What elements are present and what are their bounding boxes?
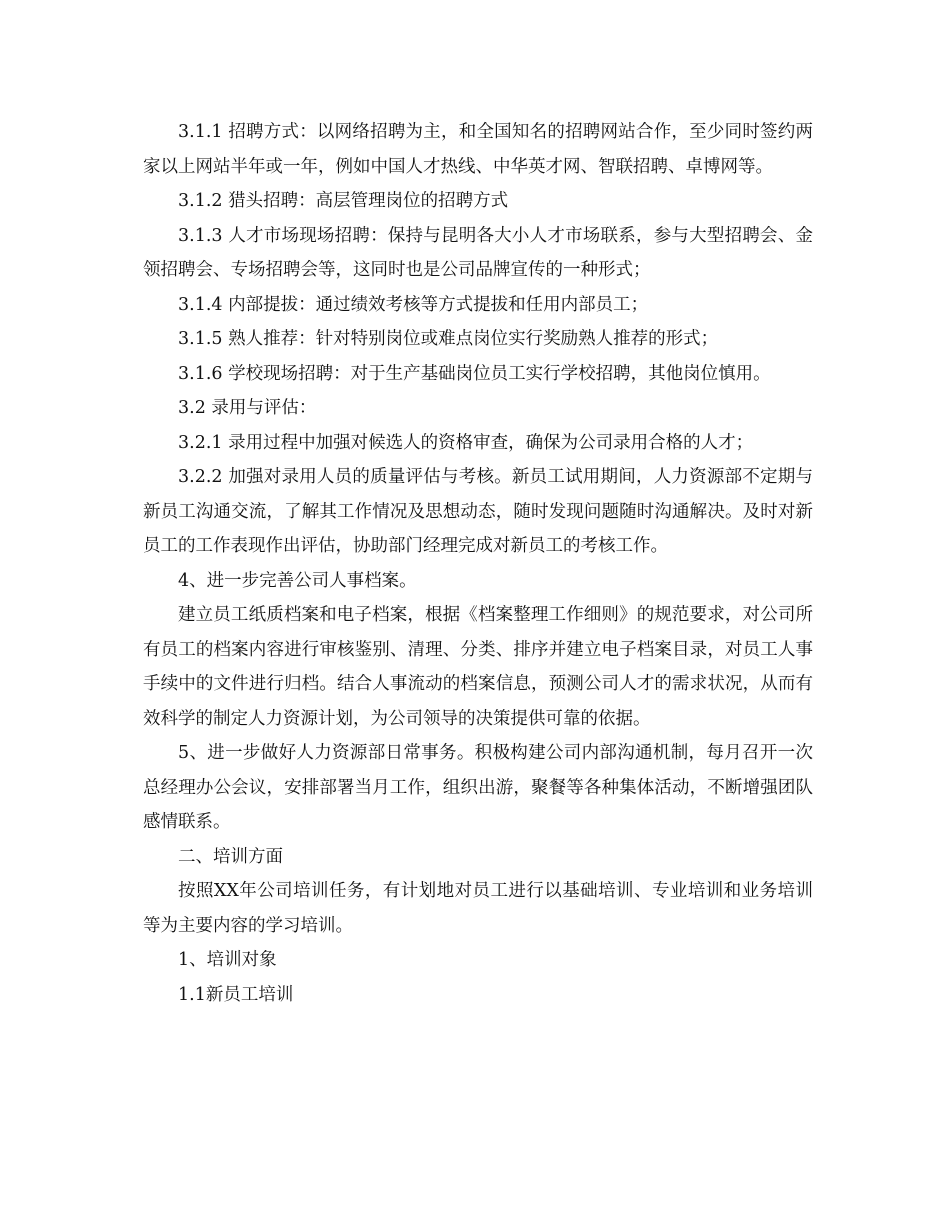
section-heading-new-employee-training: 1.1新员工培训 xyxy=(178,984,294,1005)
paragraph-3-1-1: 3.1.1 招聘方式：以网络招聘为主，和全国知名的招聘网站合作，至少同时签约两家以上网站半年或一年，例如中国人才热线、中华英才网、智联招聘、卓博网等。 xyxy=(143,122,813,177)
paragraph-3-1-3: 3.1.3 人才市场现场招聘：保持与昆明各大小人才市场联系，参与大型招聘会、金领招聘会、专场招聘会等，这同时也是公司品牌宣传的一种形式； xyxy=(143,225,813,280)
paragraph-5-daily-affairs: 5、进一步做好人力资源部日常事务。积极构建公司内部沟通机制，每月召开一次总经理办公会议，安排部署当月工作，组织出游，聚餐等各种集体活动，不断增强团队感情联系。 xyxy=(143,743,813,832)
section-heading-training: 二、培训方面 xyxy=(178,846,283,867)
section-heading-3-2: 3.2 录用与评估： xyxy=(178,398,317,418)
paragraph-archives: 建立员工纸质档案和电子档案，根据《档案整理工作细则》的规范要求，对公司所有员工的档案内容进行审核鉴别、清理、分类、排序并建立电子档案目录，对员工人事手续中的文件进行归档。结合人事流动的档案信息，预测公司人才的需求状况，从而有效科学的制定人力资源计划，为公司领导的决策提供可靠的依据。 xyxy=(143,605,813,729)
paragraph-3-1-2: 3.1.2 猎头招聘：高层管理岗位的招聘方式 xyxy=(178,191,509,211)
paragraph-3-2-1: 3.2.1 录用过程中加强对候选人的资格审查，确保为公司录用合格的人才； xyxy=(178,432,754,453)
paragraph-3-1-6: 3.1.6 学校现场招聘：对于生产基础岗位员工实行学校招聘，其他岗位慎用。 xyxy=(178,363,771,384)
paragraph-3-1-5: 3.1.5 熟人推荐：针对特别岗位或难点岗位实行奖励熟人推荐的形式； xyxy=(178,329,719,349)
paragraph-3-2-2: 3.2.2 加强对录用人员的质量评估与考核。新员工试用期间，人力资源部不定期与新员工沟通交流，了解其工作情况及思想动态，随时发现问题随时沟通解决。及时对新员工的工作表现作出评估，协助部门经理完成对新员工的考核工作。 xyxy=(143,467,813,556)
section-heading-4: 4、进一步完善公司人事档案。 xyxy=(178,570,417,591)
paragraph-training-plan: 按照XX年公司培训任务，有计划地对员工进行以基础培训、专业培训和业务培训等为主要内容的学习培训。 xyxy=(143,881,813,936)
paragraph-3-1-4: 3.1.4 内部提拔：通过绩效考核等方式提拔和任用内部员工； xyxy=(178,294,649,315)
section-heading-training-targets: 1、培训对象 xyxy=(178,950,277,970)
document-body xyxy=(143,115,813,1012)
